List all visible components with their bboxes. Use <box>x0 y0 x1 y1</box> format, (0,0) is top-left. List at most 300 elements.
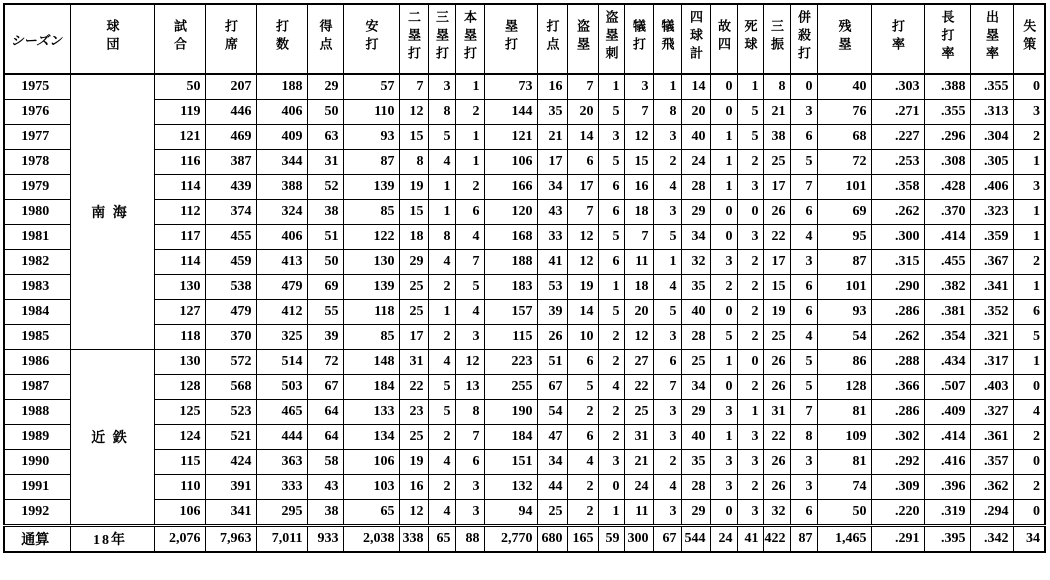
cell-tb: 120 <box>484 200 537 225</box>
table-row <box>4 225 1045 250</box>
table-row <box>4 175 1045 200</box>
cell-hbp: 3 <box>737 425 763 450</box>
cell-avg: .262 <box>871 200 924 225</box>
cell-tb: 132 <box>484 475 537 500</box>
total-cell-rbi: 680 <box>537 526 567 553</box>
cell-doubles: 12 <box>399 500 428 526</box>
col-header-lob <box>817 4 871 74</box>
cell-cs: 2 <box>598 325 624 350</box>
cell-ab: 479 <box>256 275 307 300</box>
cell-hr: 6 <box>455 200 484 225</box>
cell-slg: .455 <box>924 250 970 275</box>
cell-sh: 24 <box>624 475 653 500</box>
cell-ab: 333 <box>256 475 307 500</box>
cell-errors: 2 <box>1013 250 1045 275</box>
cell-errors: 1 <box>1013 225 1045 250</box>
cell-hits: 118 <box>343 300 399 325</box>
cell-pa: 469 <box>205 125 256 150</box>
cell-sb: 6 <box>567 425 598 450</box>
table-row <box>4 74 1045 100</box>
cell-hr: 2 <box>455 175 484 200</box>
cell-runs: 31 <box>307 150 343 175</box>
cell-runs: 50 <box>307 100 343 125</box>
cell-tb: 151 <box>484 450 537 475</box>
cell-bb_total: 29 <box>681 500 710 526</box>
cell-cs: 0 <box>598 475 624 500</box>
cell-bb_total: 40 <box>681 125 710 150</box>
cell-avg: .303 <box>871 74 924 100</box>
cell-obp: .362 <box>970 475 1013 500</box>
cell-sf: 1 <box>653 250 681 275</box>
cell-ibb: 1 <box>710 125 737 150</box>
cell-gidp: 3 <box>790 450 817 475</box>
col-header-sb <box>567 4 598 74</box>
col-header-label: 打率 <box>890 19 905 55</box>
cell-obp: .403 <box>970 375 1013 400</box>
cell-obp: .294 <box>970 500 1013 526</box>
cell-games: 119 <box>154 100 205 125</box>
col-header-bb_total <box>681 4 710 74</box>
cell-bb_total: 34 <box>681 225 710 250</box>
col-header-label: 塁打 <box>503 19 518 55</box>
cell-obp: .359 <box>970 225 1013 250</box>
cell-hr: 1 <box>455 74 484 100</box>
cell-hbp: 2 <box>737 475 763 500</box>
col-header-label: 打点 <box>544 19 560 55</box>
cell-rbi: 34 <box>537 175 567 200</box>
cell-ab: 465 <box>256 400 307 425</box>
cell-slg: .414 <box>924 425 970 450</box>
cell-tb: 106 <box>484 150 537 175</box>
col-header-sh <box>624 4 653 74</box>
cell-hits: 130 <box>343 250 399 275</box>
col-header-label: 三塁打 <box>434 10 449 64</box>
cell-sh: 11 <box>624 250 653 275</box>
cell-hbp: 0 <box>737 350 763 375</box>
cell-rbi: 25 <box>537 500 567 526</box>
cell-sb: 10 <box>567 325 598 350</box>
cell-sf: 4 <box>653 475 681 500</box>
cell-games: 112 <box>154 200 205 225</box>
cell-doubles: 29 <box>399 250 428 275</box>
cell-hr: 8 <box>455 400 484 425</box>
cell-obp: .304 <box>970 125 1013 150</box>
cell-tb: 255 <box>484 375 537 400</box>
cell-season: 1978 <box>4 150 70 175</box>
table-row <box>4 275 1045 300</box>
cell-errors: 1 <box>1013 275 1045 300</box>
cell-avg: .290 <box>871 275 924 300</box>
col-header-team <box>70 4 154 74</box>
cell-hr: 6 <box>455 450 484 475</box>
col-header-label: 盗塁刺 <box>603 10 619 64</box>
cell-hbp: 0 <box>737 200 763 225</box>
col-header-label: 犠打 <box>631 19 646 55</box>
cell-cs: 1 <box>598 500 624 526</box>
cell-hits: 93 <box>343 125 399 150</box>
cell-season: 1980 <box>4 200 70 225</box>
cell-ab: 406 <box>256 225 307 250</box>
cell-triples: 5 <box>428 375 455 400</box>
cell-errors: 6 <box>1013 300 1045 325</box>
cell-triples: 8 <box>428 225 455 250</box>
table-row <box>4 250 1045 275</box>
cell-sh: 18 <box>624 275 653 300</box>
cell-tb: 166 <box>484 175 537 200</box>
cell-season: 1990 <box>4 450 70 475</box>
cell-gidp: 4 <box>790 225 817 250</box>
cell-hbp: 1 <box>737 74 763 100</box>
cell-ab: 413 <box>256 250 307 275</box>
cell-hr: 12 <box>455 350 484 375</box>
cell-so: 19 <box>763 300 790 325</box>
col-header-season <box>4 4 70 74</box>
cell-slg: .414 <box>924 225 970 250</box>
cell-lob: 81 <box>817 400 871 425</box>
table-row <box>4 425 1045 450</box>
header-row <box>4 4 1045 74</box>
cell-sb: 4 <box>567 450 598 475</box>
cell-sh: 27 <box>624 350 653 375</box>
cell-sf: 7 <box>653 375 681 400</box>
cell-hbp: 3 <box>737 500 763 526</box>
col-header-label: 試合 <box>172 19 187 55</box>
cell-tb: 184 <box>484 425 537 450</box>
table-row <box>4 350 1045 375</box>
cell-hr: 3 <box>455 475 484 500</box>
cell-season: 1982 <box>4 250 70 275</box>
cell-season: 1989 <box>4 425 70 450</box>
cell-sb: 7 <box>567 74 598 100</box>
cell-gidp: 3 <box>790 100 817 125</box>
cell-rbi: 51 <box>537 350 567 375</box>
cell-lob: 101 <box>817 275 871 300</box>
cell-ab: 344 <box>256 150 307 175</box>
cell-cs: 1 <box>598 74 624 100</box>
cell-lob: 68 <box>817 125 871 150</box>
cell-season: 1976 <box>4 100 70 125</box>
cell-ibb: 1 <box>710 350 737 375</box>
col-header-cs <box>598 4 624 74</box>
cell-hbp: 5 <box>737 125 763 150</box>
cell-gidp: 4 <box>790 325 817 350</box>
cell-rbi: 33 <box>537 225 567 250</box>
cell-hits: 87 <box>343 150 399 175</box>
cell-sh: 31 <box>624 425 653 450</box>
cell-slg: .296 <box>924 125 970 150</box>
table-row <box>4 450 1045 475</box>
cell-tb: 115 <box>484 325 537 350</box>
cell-errors: 0 <box>1013 375 1045 400</box>
cell-obp: .352 <box>970 300 1013 325</box>
cell-gidp: 5 <box>790 350 817 375</box>
cell-avg: .292 <box>871 450 924 475</box>
cell-so: 8 <box>763 74 790 100</box>
cell-games: 124 <box>154 425 205 450</box>
col-header-avg <box>871 4 924 74</box>
cell-triples: 4 <box>428 500 455 526</box>
cell-triples: 4 <box>428 250 455 275</box>
cell-hr: 7 <box>455 250 484 275</box>
total-cell-hr: 88 <box>455 526 484 553</box>
col-header-label: 打席 <box>223 19 238 55</box>
cell-games: 114 <box>154 175 205 200</box>
cell-season: 1987 <box>4 375 70 400</box>
cell-so: 26 <box>763 450 790 475</box>
cell-season: 1986 <box>4 350 70 375</box>
cell-gidp: 7 <box>790 175 817 200</box>
cell-obp: .341 <box>970 275 1013 300</box>
cell-triples: 2 <box>428 325 455 350</box>
cell-errors: 3 <box>1013 100 1045 125</box>
cell-cs: 6 <box>598 175 624 200</box>
cell-runs: 64 <box>307 400 343 425</box>
cell-hbp: 3 <box>737 225 763 250</box>
cell-so: 25 <box>763 325 790 350</box>
cell-lob: 69 <box>817 200 871 225</box>
cell-gidp: 8 <box>790 425 817 450</box>
total-cell-runs: 933 <box>307 526 343 553</box>
cell-bb_total: 40 <box>681 425 710 450</box>
col-header-label: 得点 <box>317 19 333 55</box>
cell-lob: 95 <box>817 225 871 250</box>
cell-triples: 2 <box>428 425 455 450</box>
cell-rbi: 35 <box>537 100 567 125</box>
cell-cs: 5 <box>598 150 624 175</box>
total-row <box>4 526 1045 553</box>
cell-tb: 121 <box>484 125 537 150</box>
cell-sh: 18 <box>624 200 653 225</box>
total-cell-sf: 67 <box>653 526 681 553</box>
cell-triples: 2 <box>428 275 455 300</box>
cell-gidp: 3 <box>790 250 817 275</box>
cell-hits: 184 <box>343 375 399 400</box>
total-cell-tb: 2,770 <box>484 526 537 553</box>
cell-cs: 5 <box>598 100 624 125</box>
cell-hr: 3 <box>455 325 484 350</box>
cell-hits: 139 <box>343 275 399 300</box>
cell-sf: 3 <box>653 500 681 526</box>
cell-sf: 3 <box>653 425 681 450</box>
cell-slg: .381 <box>924 300 970 325</box>
cell-pa: 459 <box>205 250 256 275</box>
cell-slg: .409 <box>924 400 970 425</box>
cell-doubles: 15 <box>399 200 428 225</box>
cell-sb: 17 <box>567 175 598 200</box>
total-cell-errors: 34 <box>1013 526 1045 553</box>
cell-ibb: 3 <box>710 400 737 425</box>
cell-bb_total: 29 <box>681 200 710 225</box>
cell-triples: 1 <box>428 300 455 325</box>
cell-obp: .355 <box>970 74 1013 100</box>
cell-tb: 168 <box>484 225 537 250</box>
cell-doubles: 17 <box>399 325 428 350</box>
cell-avg: .253 <box>871 150 924 175</box>
cell-bb_total: 32 <box>681 250 710 275</box>
col-header-label: 盗塁 <box>575 19 590 55</box>
cell-hbp: 2 <box>737 150 763 175</box>
col-header-gidp <box>790 4 817 74</box>
cell-gidp: 0 <box>790 74 817 100</box>
cell-gidp: 6 <box>790 275 817 300</box>
cell-so: 22 <box>763 225 790 250</box>
cell-season: 1988 <box>4 400 70 425</box>
cell-errors: 2 <box>1013 475 1045 500</box>
cell-bb_total: 14 <box>681 74 710 100</box>
cell-ibb: 3 <box>710 250 737 275</box>
cell-hbp: 2 <box>737 250 763 275</box>
cell-games: 128 <box>154 375 205 400</box>
cell-bb_total: 24 <box>681 150 710 175</box>
cell-pa: 523 <box>205 400 256 425</box>
cell-ibb: 2 <box>710 275 737 300</box>
cell-lob: 128 <box>817 375 871 400</box>
cell-so: 15 <box>763 275 790 300</box>
cell-hr: 3 <box>455 500 484 526</box>
col-header-ibb <box>710 4 737 74</box>
cell-rbi: 43 <box>537 200 567 225</box>
cell-lob: 50 <box>817 500 871 526</box>
cell-triples: 3 <box>428 74 455 100</box>
cell-rbi: 44 <box>537 475 567 500</box>
cell-obp: .305 <box>970 150 1013 175</box>
col-header-runs <box>307 4 343 74</box>
cell-cs: 2 <box>598 400 624 425</box>
cell-hits: 65 <box>343 500 399 526</box>
cell-slg: .382 <box>924 275 970 300</box>
total-cell-so: 422 <box>763 526 790 553</box>
cell-slg: .428 <box>924 175 970 200</box>
table-body <box>4 74 1045 552</box>
cell-triples: 8 <box>428 100 455 125</box>
col-header-hits <box>343 4 399 74</box>
table-row <box>4 200 1045 225</box>
cell-so: 32 <box>763 500 790 526</box>
cell-pa: 207 <box>205 74 256 100</box>
total-cell-ibb: 24 <box>710 526 737 553</box>
cell-hbp: 2 <box>737 325 763 350</box>
cell-hr: 1 <box>455 125 484 150</box>
cell-rbi: 53 <box>537 275 567 300</box>
cell-lob: 93 <box>817 300 871 325</box>
cell-sh: 7 <box>624 225 653 250</box>
cell-doubles: 23 <box>399 400 428 425</box>
table-row <box>4 475 1045 500</box>
cell-slg: .388 <box>924 74 970 100</box>
cell-hits: 57 <box>343 74 399 100</box>
cell-sb: 14 <box>567 300 598 325</box>
cell-sh: 11 <box>624 500 653 526</box>
cell-doubles: 25 <box>399 425 428 450</box>
cell-pa: 374 <box>205 200 256 225</box>
cell-tb: 94 <box>484 500 537 526</box>
cell-triples: 4 <box>428 350 455 375</box>
cell-avg: .286 <box>871 300 924 325</box>
total-cell-gidp: 87 <box>790 526 817 553</box>
cell-cs: 5 <box>598 300 624 325</box>
cell-games: 116 <box>154 150 205 175</box>
cell-lob: 76 <box>817 100 871 125</box>
cell-rbi: 34 <box>537 450 567 475</box>
cell-obp: .317 <box>970 350 1013 375</box>
cell-so: 26 <box>763 375 790 400</box>
cell-season: 1991 <box>4 475 70 500</box>
cell-sh: 20 <box>624 300 653 325</box>
cell-tb: 144 <box>484 100 537 125</box>
cell-cs: 3 <box>598 125 624 150</box>
cell-runs: 67 <box>307 375 343 400</box>
cell-cs: 6 <box>598 250 624 275</box>
cell-bb_total: 28 <box>681 325 710 350</box>
cell-avg: .358 <box>871 175 924 200</box>
cell-games: 130 <box>154 275 205 300</box>
cell-obp: .406 <box>970 175 1013 200</box>
cell-avg: .300 <box>871 225 924 250</box>
cell-doubles: 18 <box>399 225 428 250</box>
cell-triples: 2 <box>428 475 455 500</box>
cell-obp: .323 <box>970 200 1013 225</box>
cell-gidp: 5 <box>790 375 817 400</box>
cell-lob: 40 <box>817 74 871 100</box>
cell-bb_total: 35 <box>681 275 710 300</box>
cell-season: 1981 <box>4 225 70 250</box>
cell-hbp: 1 <box>737 400 763 425</box>
cell-runs: 29 <box>307 74 343 100</box>
cell-hbp: 2 <box>737 300 763 325</box>
cell-hbp: 5 <box>737 100 763 125</box>
cell-slg: .396 <box>924 475 970 500</box>
cell-errors: 2 <box>1013 425 1045 450</box>
cell-obp: .321 <box>970 325 1013 350</box>
cell-ibb: 0 <box>710 300 737 325</box>
col-header-label: 併殺打 <box>796 10 811 64</box>
cell-so: 38 <box>763 125 790 150</box>
total-cell-triples: 65 <box>428 526 455 553</box>
cell-hits: 103 <box>343 475 399 500</box>
col-header-label: 二塁打 <box>406 10 421 64</box>
cell-ab: 406 <box>256 100 307 125</box>
total-cell-ab: 7,011 <box>256 526 307 553</box>
cell-so: 17 <box>763 250 790 275</box>
cell-games: 117 <box>154 225 205 250</box>
cell-avg: .271 <box>871 100 924 125</box>
cell-runs: 50 <box>307 250 343 275</box>
cell-ibb: 0 <box>710 100 737 125</box>
cell-errors: 2 <box>1013 125 1045 150</box>
cell-lob: 81 <box>817 450 871 475</box>
col-header-label: 四球計 <box>688 10 703 64</box>
col-header-hbp <box>737 4 763 74</box>
col-header-tb <box>484 4 537 74</box>
cell-season: 1984 <box>4 300 70 325</box>
col-header-label: 本塁打 <box>462 10 477 64</box>
cell-sf: 3 <box>653 400 681 425</box>
cell-so: 22 <box>763 425 790 450</box>
cell-slg: .354 <box>924 325 970 350</box>
cell-ibb: 0 <box>710 200 737 225</box>
col-header-slg <box>924 4 970 74</box>
cell-season: 1992 <box>4 500 70 526</box>
cell-doubles: 25 <box>399 275 428 300</box>
cell-hr: 5 <box>455 275 484 300</box>
cell-pa: 341 <box>205 500 256 526</box>
cell-sf: 1 <box>653 74 681 100</box>
cell-doubles: 22 <box>399 375 428 400</box>
cell-doubles: 25 <box>399 300 428 325</box>
cell-sb: 7 <box>567 200 598 225</box>
cell-doubles: 15 <box>399 125 428 150</box>
cell-hbp: 2 <box>737 275 763 300</box>
